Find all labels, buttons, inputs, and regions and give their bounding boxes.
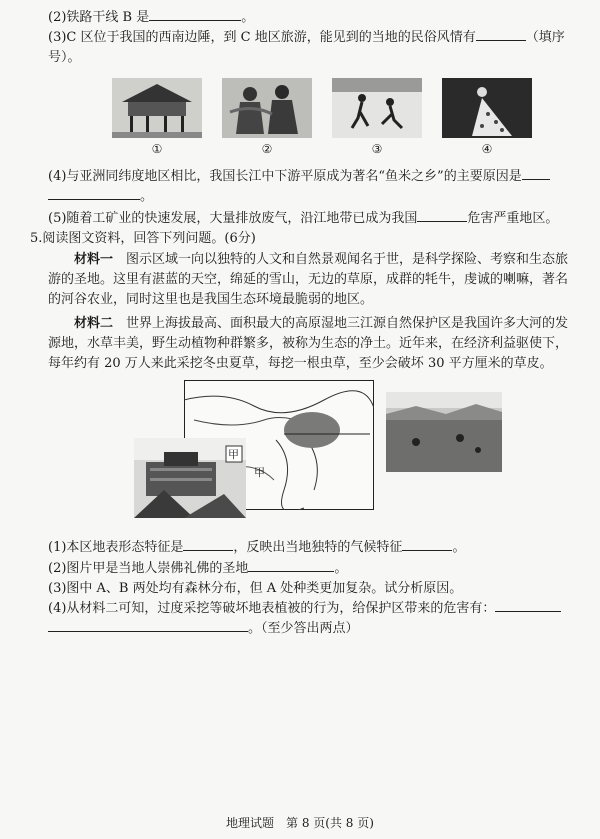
answer-blank[interactable]	[48, 187, 140, 200]
answer-blank[interactable]	[417, 209, 467, 222]
sub-question-1: (1)本区地表形态特征是 ，反映出当地独特的气候特征 。	[48, 540, 466, 556]
section-5-title: 5.阅读图文资料，回答下列问题。(6分)	[30, 231, 256, 247]
answer-blank[interactable]	[476, 28, 526, 41]
potala-photo	[134, 438, 246, 518]
stilt-house-icon	[112, 78, 202, 138]
photo-row	[112, 78, 572, 159]
figure	[48, 380, 572, 530]
question-4: (4)与亚洲同纬度地区相比，我国长江中下游平原成为著名“鱼米之乡”的主要原因是	[48, 167, 572, 187]
material-2: 材料二 世界上海拔最高、面积最大的高原湿地三江源自然保护区是我国许多大河的发源地，水草丰美，野生动植物种群繁多，被称为生态的净土。近年来，在经济利益驱使下，每年约有 20 万人来此采挖冬虫夏草，每挖一根虫草，至少会破坏 30 平方厘米的草皮。	[48, 316, 569, 372]
question-3-continued: 号）。	[48, 50, 81, 66]
dancers-icon	[222, 78, 312, 138]
question-5: (5)随着工矿业的快速发展，大量排放废气，沿江地带已成为我国 危害严重地区。	[48, 211, 559, 227]
grassland-photo	[386, 392, 502, 472]
sub-question-4: (4)从材料二可知，过度采挖等破坏地表植被的行为，给保护区带来的危害有：	[48, 599, 572, 619]
sub-question-3: (3)图中 A、B 两处均有森林分布，但 A 处种类更加复杂。试分析原因。	[48, 580, 463, 596]
skaters-icon	[332, 78, 422, 138]
photo-2: ②	[222, 78, 312, 159]
question-4-continued: 。	[48, 187, 572, 207]
answer-blank[interactable]	[522, 167, 550, 180]
map-label: 甲	[254, 466, 265, 480]
peacock-dancer-icon	[442, 78, 532, 138]
photo-4: ④	[442, 78, 532, 159]
page-footer: 地理试题 第 8 页(共 8 页)	[226, 816, 374, 830]
answer-blank[interactable]	[183, 538, 233, 551]
answer-blank[interactable]	[149, 8, 241, 21]
question-2: (2)铁路干线 B 是 。	[48, 10, 255, 25]
exam-page	[30, 8, 572, 639]
question-3: (3)C 区位于我国的西南边陲，到 C 地区旅游，能见到的当地的民俗风情有 （填序	[48, 30, 565, 46]
photo-1: ①	[112, 78, 202, 159]
answer-blank[interactable]	[48, 619, 248, 632]
photo-3: ③	[332, 78, 422, 159]
answer-blank[interactable]	[402, 538, 452, 551]
answer-blank[interactable]	[495, 599, 561, 612]
answer-blank[interactable]	[248, 559, 334, 572]
sub-question-4-continued: 。（至少答出两点）	[48, 619, 572, 639]
sub-question-2: (2)图片甲是当地人崇佛礼佛的圣地 。	[48, 560, 348, 576]
material-1: 材料一 图示区域一向以独特的人文和自然景观闻名于世，是科学探险、考察和生态旅游的圣地。这里有湛蓝的天空，绵延的雪山，无边的草原，成群的牦牛，虔诚的喇嘛，著名的河谷农业，同时这里也是我国生态环境最脆弱的地区。	[48, 251, 569, 307]
photo-label: 甲	[228, 448, 239, 462]
